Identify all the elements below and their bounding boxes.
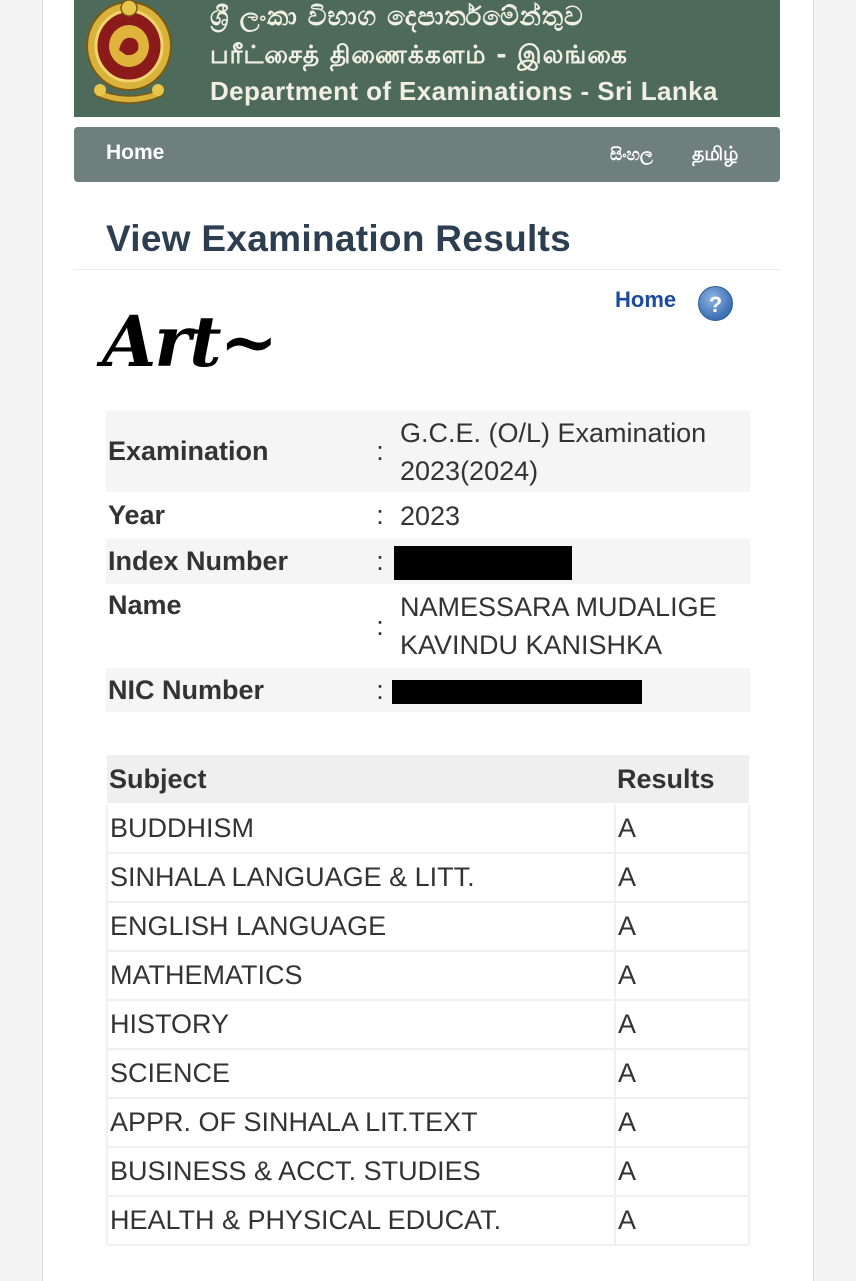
subject-cell: BUDDHISM — [107, 804, 615, 853]
page-margin-left — [0, 0, 43, 1281]
result-cell: A — [615, 1000, 749, 1049]
result-cell: A — [615, 951, 749, 1000]
subject-cell: HISTORY — [107, 1000, 615, 1049]
overlay-handwritten-text: Art~ — [102, 300, 277, 383]
info-label: Name — [108, 590, 182, 620]
info-label: Index Number — [108, 546, 289, 576]
table-row — [107, 1049, 749, 1098]
nav-tamil-link[interactable]: தமிழ் — [692, 143, 739, 165]
result-cell: A — [615, 853, 749, 902]
subject-column-header: Subject — [107, 755, 615, 804]
info-colon: : — [376, 610, 384, 641]
table-row — [107, 1000, 749, 1049]
subject-cell: HEALTH & PHYSICAL EDUCAT. — [107, 1196, 615, 1245]
info-colon: : — [376, 546, 384, 576]
header-banner — [74, 0, 780, 117]
result-cell: A — [615, 1049, 749, 1098]
redaction-bar — [392, 680, 642, 704]
info-label: NIC Number — [108, 674, 265, 705]
nav-sinhala-link[interactable]: සිංහල — [610, 145, 653, 165]
info-row-nic-number — [106, 667, 750, 713]
top-nav-bar — [74, 127, 780, 182]
banner-title-english: Department of Examinations - Sri Lanka — [210, 76, 718, 106]
info-colon: : — [376, 436, 384, 466]
subject-cell: SINHALA LANGUAGE & LITT. — [107, 853, 615, 902]
info-colon: : — [376, 674, 384, 705]
nav-home-link[interactable]: Home — [106, 141, 165, 164]
info-row-year — [106, 493, 750, 538]
info-value: G.C.E. (O/L) Examination 2023(2024) — [400, 417, 707, 486]
info-value — [398, 538, 750, 585]
page-margin-right — [813, 0, 856, 1281]
subject-cell: MATHEMATICS — [107, 951, 615, 1000]
table-row — [107, 853, 749, 902]
sri-lanka-emblem-icon — [82, 0, 176, 108]
redaction-bar — [394, 546, 572, 580]
table-row — [107, 804, 749, 853]
title-divider — [74, 269, 780, 270]
info-row-name — [106, 585, 750, 667]
subject-cell: SCIENCE — [107, 1049, 615, 1098]
table-row — [107, 1147, 749, 1196]
result-column-header: Results — [615, 755, 749, 804]
result-cell: A — [615, 804, 749, 853]
info-row-index-number — [106, 538, 750, 585]
page-title: View Examination Results — [106, 218, 572, 259]
info-value — [398, 667, 750, 713]
result-cell: A — [615, 1196, 749, 1245]
candidate-info-table — [106, 411, 750, 714]
result-cell: A — [615, 1147, 749, 1196]
table-row — [107, 1098, 749, 1147]
table-row — [107, 902, 749, 951]
result-cell: A — [615, 1098, 749, 1147]
banner-title-tamil: பரீட்சைத் திணைக்களம் - இலங்கை — [210, 40, 628, 69]
info-label: Examination — [108, 436, 269, 466]
table-row — [107, 1196, 749, 1245]
info-value: 2023 — [400, 500, 461, 531]
subject-cell: BUSINESS & ACCT. STUDIES — [107, 1147, 615, 1196]
result-cell: A — [615, 902, 749, 951]
info-value: NAMESSARA MUDALIGE KAVINDU KANISHKA — [400, 592, 717, 660]
info-label: Year — [108, 500, 166, 530]
table-row — [107, 951, 749, 1000]
subject-cell: ENGLISH LANGUAGE — [107, 902, 615, 951]
home-link[interactable]: Home — [615, 287, 677, 312]
help-icon[interactable]: ? — [698, 286, 733, 321]
subject-cell: APPR. OF SINHALA LIT.TEXT — [107, 1098, 615, 1147]
info-row-examination — [106, 411, 750, 493]
results-header-row — [107, 755, 749, 804]
info-colon: : — [376, 500, 384, 530]
banner-title-sinhala: ශ්‍රී ලංකා විභාග දෙපාර්තමේන්තුව — [210, 2, 584, 32]
results-table — [106, 755, 750, 1246]
